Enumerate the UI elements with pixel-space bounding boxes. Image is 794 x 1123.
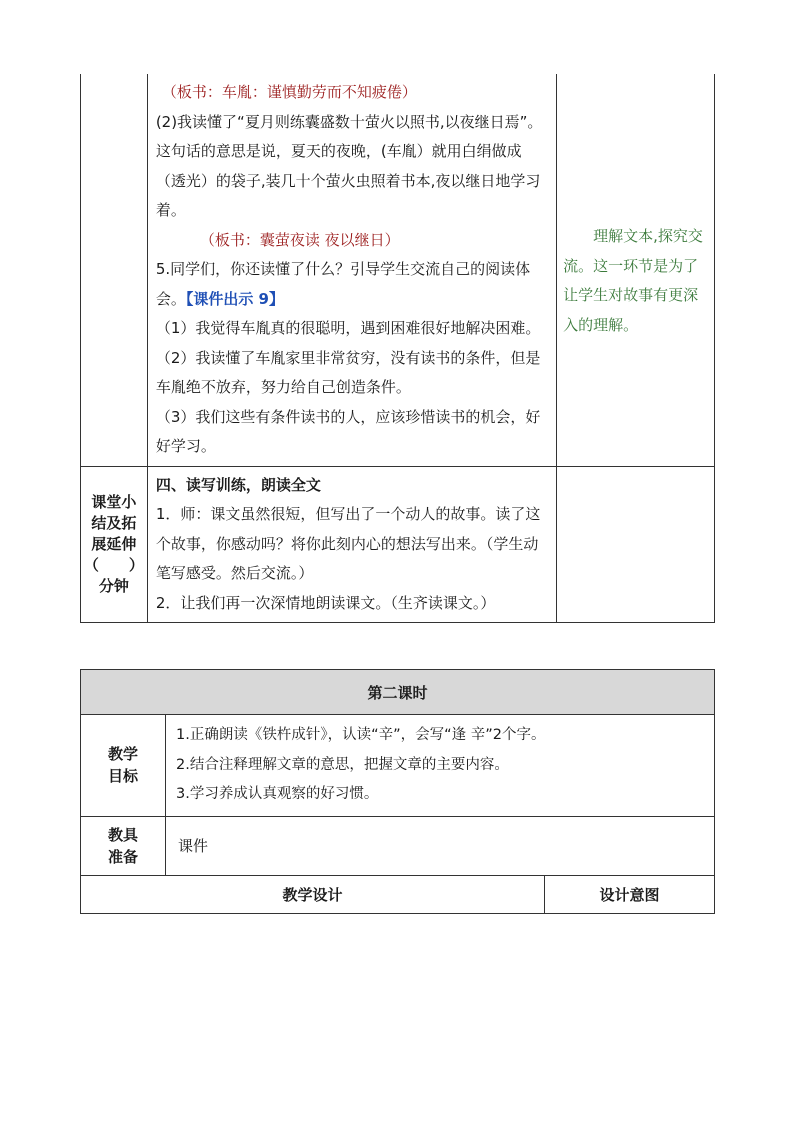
intent-label: 设计意图: [545, 875, 715, 913]
answer-2: （2）我读懂了车胤家里非常贫穷，没有读书的条件，但是车胤绝不放弃，努力给自己创造条件。: [155, 348, 541, 396]
prep-label: [81, 816, 166, 875]
process-paragraph-5: [156, 255, 550, 314]
board-note-1: （板书：车胤：谨慎勤劳而不知疲倦）: [161, 83, 417, 101]
process-cell: [147, 74, 556, 466]
stage-label-empty: [81, 74, 148, 466]
goals-label-2: 目标: [107, 767, 138, 786]
goals-cell: [166, 715, 715, 817]
goal-2: 2.结合注释理解文章的意思，把握文章的主要内容。: [176, 756, 509, 773]
summary-intent-empty: [557, 466, 715, 623]
section-heading: 四、读写训练，朗读全文: [155, 475, 321, 494]
second-lesson-table: [80, 669, 715, 914]
goal-3: 3.学习养成认真观察的好习惯。: [176, 786, 379, 802]
summary-label-4: （ ）: [83, 555, 144, 574]
goals-label: [81, 715, 166, 817]
board-note-2: （板书：囊萤夜读 夜以继日）: [199, 230, 400, 249]
design-label: 教学设计: [81, 875, 545, 913]
summary-label-1: 课堂小: [91, 492, 137, 511]
summary-item-1: 1．师：课文虽然很短，但写出了一个动人的故事。读了这个故事，你感动吗？将你此刻内心的想法写出来。（学生动笔写感受。然后交流。）: [155, 505, 541, 582]
summary-content-cell: [147, 466, 556, 623]
summary-label-3: 展延伸: [91, 534, 137, 553]
goal-1: 1.正确朗读《铁杵成针》，认读“辛”，会写“逢 辛”2个字。: [176, 727, 546, 743]
summary-item-2: 2．让我们再一次深情地朗读课文。（生齐读课文。）: [155, 593, 496, 612]
summary-label-cell: [81, 466, 148, 623]
question-text: 5.同学们，你还读懂了什么？引导学生交流自己的阅读体会。: [155, 260, 531, 308]
goals-label-1: 教学: [107, 745, 138, 764]
prep-label-2: 准备: [107, 847, 138, 866]
intent-cell: [557, 74, 715, 466]
lesson-header: 第二课时: [81, 670, 715, 715]
answer-1: （1）我觉得车胤真的很聪明，遇到困难很好地解决困难。: [155, 319, 541, 337]
answer-3: （3）我们这些有条件读书的人，应该珍惜读书的机会，好好学习。: [155, 407, 541, 455]
slide-tag: 【课件出示 9】: [185, 289, 284, 308]
process-paragraph-2: (2)我读懂了“夏月则练囊盛数十萤火以照书,以夜继日焉”。这句话的意思是说，夏天的夜晚，(车胤）就用白绢做成（透光）的袋子,装几十个萤火虫照着书本,夜以继日地学习着。: [155, 112, 543, 219]
lesson-table-continued: [80, 74, 715, 623]
intent-text: 理解文本,探究交流。这一环节是为了让学生对故事有更深入的理解。: [563, 227, 703, 334]
prep-label-1: 教具: [107, 825, 138, 844]
summary-label-2: 结及拓: [91, 513, 137, 532]
summary-label-5: 分钟: [98, 576, 129, 595]
prep-value: 课件: [166, 816, 715, 875]
